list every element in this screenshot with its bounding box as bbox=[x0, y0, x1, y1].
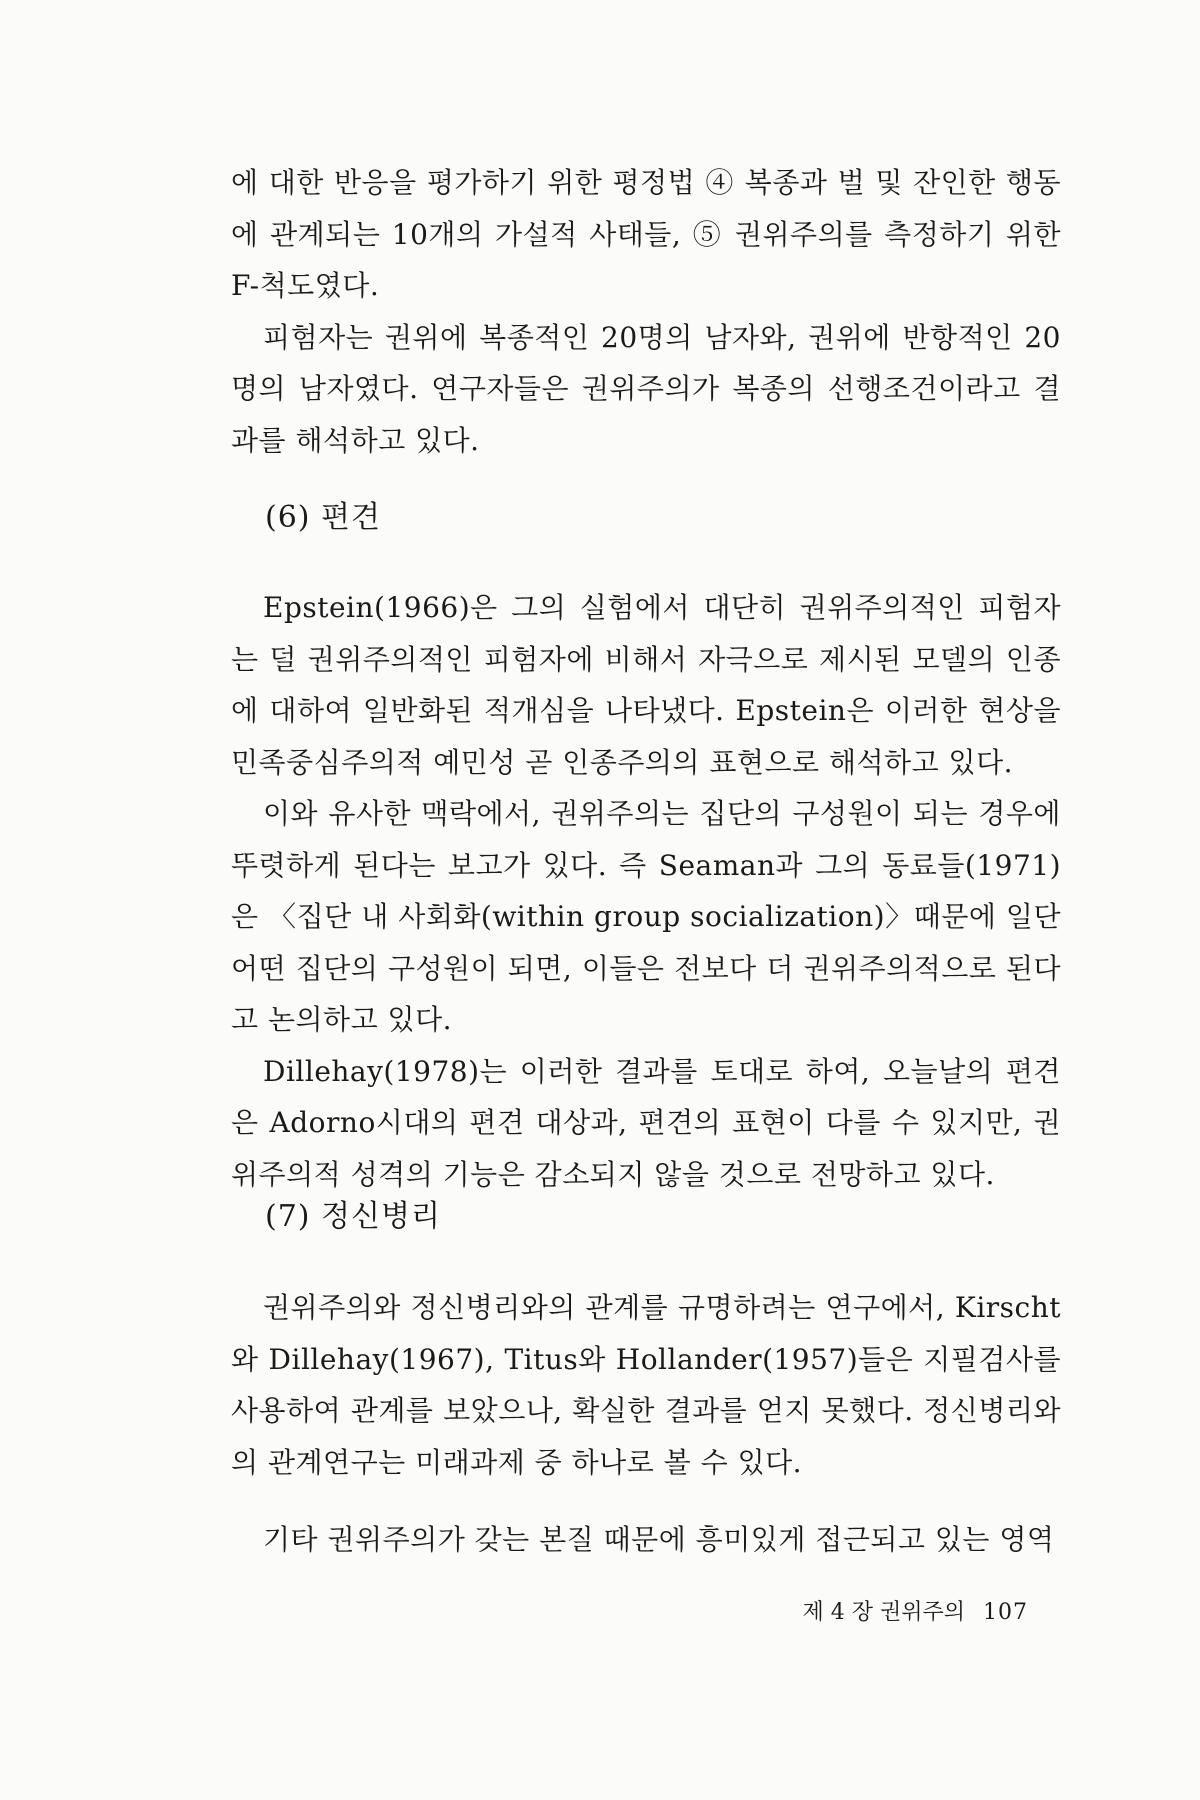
text-block-intro bbox=[231, 157, 1061, 466]
running-header-chapter: 제 4 장 권위주의 bbox=[802, 1600, 965, 1625]
paragraph: 이와 유사한 맥락에서, 권위주의는 집단의 구성원이 되는 경우에 뚜렷하게 된다는 보고가 있다. 즉 Seaman과 그의 동료들(1971)은 〈집단 내 사회화(within group socialization)〉때문에 일단 어떤 집단의 구성원이 되면, 이들은 전보다 더 권위주의적으로 된다고 논의하고 있다. bbox=[231, 797, 1061, 1036]
paragraph: 기타 권위주의가 갖는 본질 때문에 흥미있게 접근되고 있는 영역 bbox=[263, 1523, 1055, 1556]
paragraph: 에 대한 반응을 평가하기 위한 평정법 ④ 복종과 벌 및 잔인한 행동에 관계되는 10개의 가설적 사태들, ⑤ 권위주의를 측정하기 위한 F-척도였다. bbox=[231, 166, 1061, 302]
text-block-psychopathology bbox=[231, 1282, 1061, 1566]
text-block-prejudice bbox=[231, 582, 1061, 1200]
section-heading-prejudice: (6) 편견 bbox=[265, 500, 381, 535]
paragraph: 피험자는 권위에 복종적인 20명의 남자와, 권위에 반항적인 20명의 남자였다. 연구자들은 권위주의가 복종의 선행조건이라고 결과를 해석하고 있다. bbox=[231, 320, 1061, 457]
page-footer bbox=[803, 1598, 1029, 1628]
paragraph: Dillehay(1978)는 이러한 결과를 토대로 하여, 오늘날의 편견은 Adorno시대의 편견 대상과, 편견의 표현이 다를 수 있지만, 권위주의적 성격의 기능은 감소되지 않을 것으로 전망하고 있다. bbox=[231, 1054, 1061, 1191]
paragraph: 권위주의와 정신병리와의 관계를 규명하려는 연구에서, Kirscht와 Dillehay(1967), Titus와 Hollander(1957)들은 지필검사를 사용하여 관계를 보았으나, 확실한 결과를 얻지 못했다. 정신병리와의 관계연구는 미래과제 중 하나로 볼 수 있다. bbox=[231, 1291, 1061, 1479]
paragraph: Epstein(1966)은 그의 실험에서 대단히 권위주의적인 피험자는 덜 권위주의적인 피험자에 비해서 자극으로 제시된 모델의 인종에 대하여 일반화된 적개심을 나타냈다. Epstein은 이러한 현상을 민족중심주의적 예민성 곧 인종주의의 표현으로 해석하고 있다. bbox=[231, 591, 1061, 779]
page-number: 107 bbox=[983, 1600, 1028, 1625]
section-heading-psychopathology: (7) 정신병리 bbox=[265, 1199, 441, 1234]
